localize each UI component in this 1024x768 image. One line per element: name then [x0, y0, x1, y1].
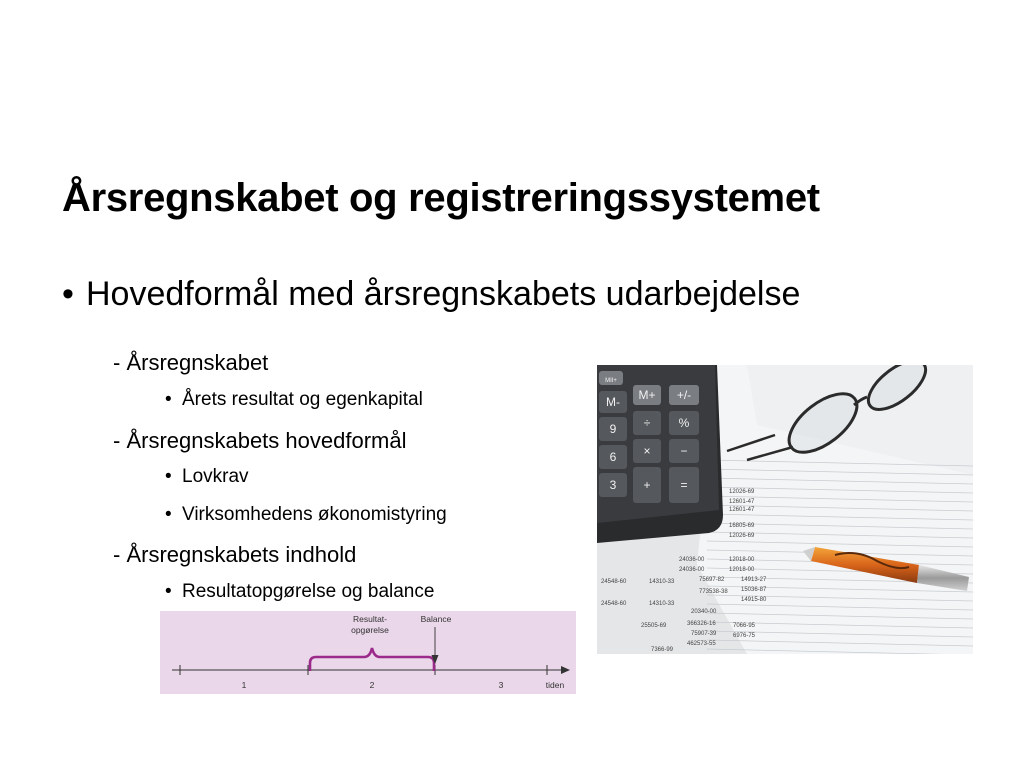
sheet-number: 7066-95 [733, 623, 756, 629]
period-label-1: 1 [241, 680, 247, 690]
calculator [597, 365, 723, 543]
bullet-dot: • [165, 466, 172, 487]
photo-svg [597, 365, 973, 654]
bullet-dot: • [165, 581, 172, 602]
section-label-indhold: - Årsregnskabets indhold [113, 542, 357, 567]
section-item-text: Virksomhedens økonomistyring [182, 504, 447, 525]
calc-key-label: 6 [609, 450, 617, 464]
sheet-number: 15036-87 [741, 587, 767, 593]
sheet-number: 24548-60 [601, 579, 627, 585]
period-label-2: 2 [369, 680, 375, 690]
label-resultat-line1: Resultat- [352, 614, 388, 624]
section-item-text: Resultatopgørelse og balance [182, 581, 435, 602]
timeline-arrowhead [561, 666, 570, 674]
calc-key-label: − [680, 444, 688, 458]
section-item-text: Lovkrav [182, 466, 249, 487]
timeline-svg [160, 611, 576, 694]
sheet-number: 75697-82 [699, 577, 725, 583]
sheet-number: 14915-80 [741, 597, 767, 603]
calc-key-label: × [643, 444, 651, 458]
sheet-number: 20340-00 [691, 609, 717, 615]
sheet-number: 7366-99 [651, 647, 674, 653]
slide-title: Årsregnskabet og registreringssystemet [62, 176, 820, 220]
section-item [165, 389, 423, 411]
sheet-number: 24036-00 [679, 557, 705, 563]
period-label-3: 3 [498, 680, 504, 690]
calc-key-label: ÷ [643, 416, 651, 430]
sheet-number: 24036-00 [679, 567, 705, 573]
sheet-number: 12026-69 [729, 533, 755, 539]
accounting-photo [597, 365, 973, 654]
sheet-number: 16805-69 [729, 523, 755, 529]
calc-key-label: MII+ [605, 378, 617, 384]
sheet-number: 12018-00 [729, 557, 755, 563]
sheet-number: 12018-00 [729, 567, 755, 573]
sheet-number: 14310-33 [649, 579, 675, 585]
section-label-hovedformaal: - Årsregnskabets hovedformål [113, 428, 407, 453]
sheet-number: 12026-69 [729, 489, 755, 495]
sheet-number: 366326-16 [687, 621, 716, 627]
calc-key-label: 9 [609, 422, 617, 436]
sheet-number: 14913-27 [741, 577, 767, 583]
calc-key-label: % [678, 416, 690, 430]
calc-key-label: = [680, 478, 688, 492]
bullet-dot: • [62, 275, 74, 313]
calc-key-label: 3 [609, 478, 617, 492]
axis-label-tiden: tiden [545, 680, 565, 690]
bullet-dot: • [165, 389, 172, 410]
section-item-text: Årets resultat og egenkapital [182, 389, 423, 410]
bullet-dot: • [165, 504, 172, 525]
label-resultat-line2: opgørelse [351, 625, 389, 635]
sheet-number: 24548-60 [601, 601, 627, 607]
calc-key-label: + [643, 478, 651, 492]
sheet-number: 75907-39 [691, 631, 717, 637]
section-label-arsregnskabet: - Årsregnskabet [113, 350, 269, 375]
main-bullet [62, 275, 800, 314]
calc-key-label: +/- [676, 388, 692, 402]
section-item [165, 581, 434, 603]
sheet-number: 12601-47 [729, 499, 755, 505]
sheet-number: 773538-38 [699, 589, 728, 595]
sheet-number: 14310-33 [649, 601, 675, 607]
section-item [165, 504, 447, 526]
sheet-number: 25505-69 [641, 623, 667, 629]
sheet-number: 6976-75 [733, 633, 756, 639]
main-bullet-text: Hovedformål med årsregnskabets udarbejdelse [86, 275, 801, 313]
period-brace [310, 648, 434, 671]
calc-key-label: M+ [638, 388, 656, 402]
timeline-diagram [160, 611, 576, 694]
sheet-number: 462573-55 [687, 641, 716, 647]
label-balance: Balance [420, 614, 452, 624]
calc-key-label: M- [606, 395, 620, 409]
section-item [165, 466, 249, 488]
sheet-number: 12601-47 [729, 507, 755, 513]
